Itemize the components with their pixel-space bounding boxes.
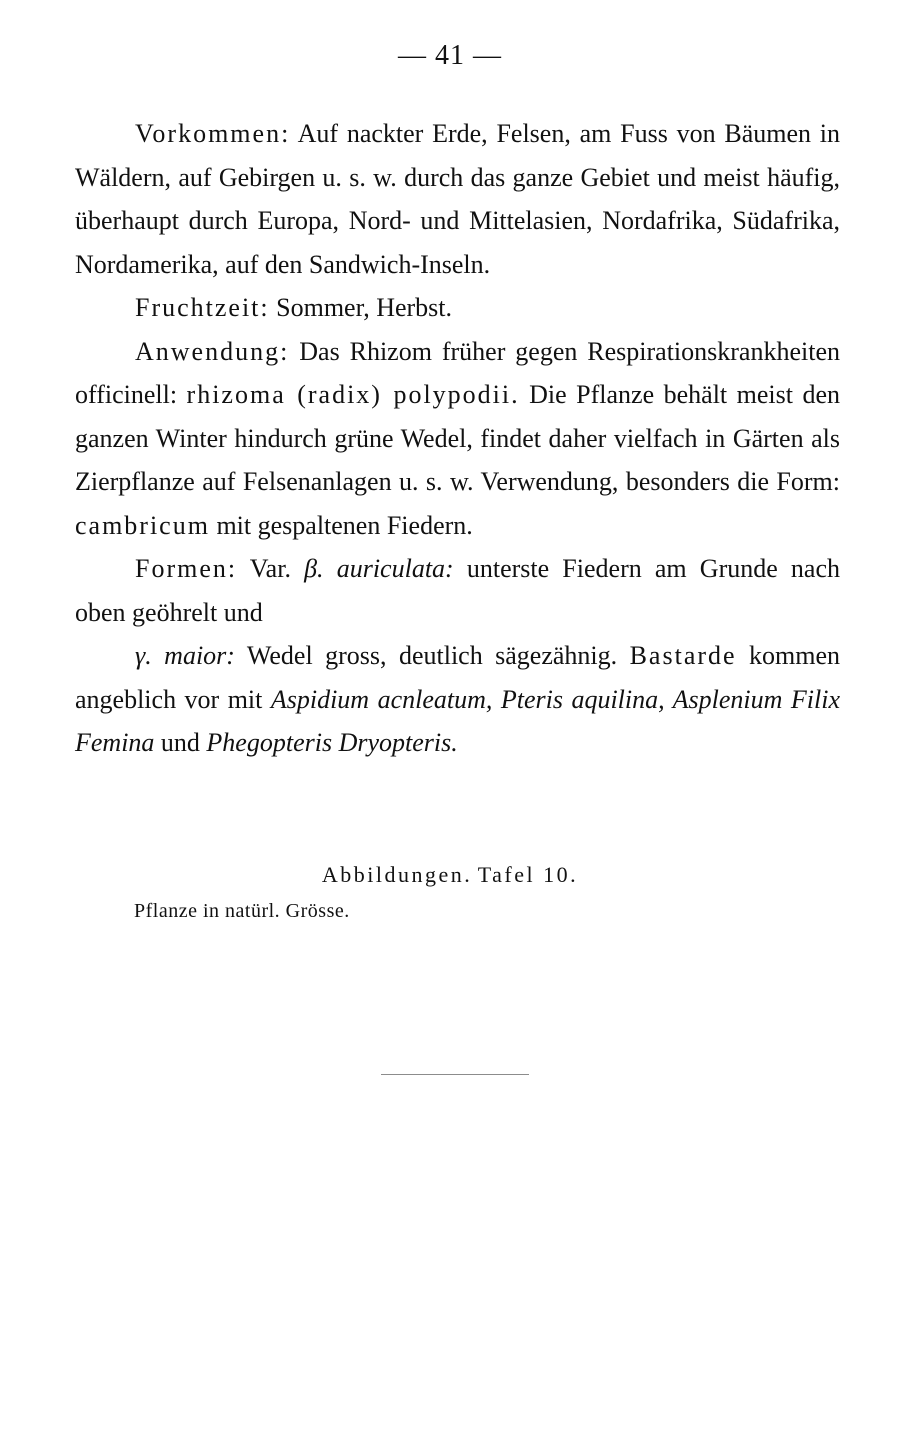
paragraph-maior (75, 634, 840, 765)
end-divider (381, 1074, 529, 1075)
figure-caption (0, 862, 900, 888)
body-text (75, 112, 840, 765)
paragraph-vorkommen (75, 112, 840, 286)
paragraph-anwendung (75, 330, 840, 548)
species-phegopteris: Phegopteris Dryopteris. (206, 728, 458, 757)
text-maior-1: Wedel gross, deutlich sägezähnig. (234, 641, 630, 670)
text-anwendung-2: Die Pflanze behält meist den ganzen Winter hindurch grüne Wedel, findet daher vielfach in Gärten als Zierpflanze auf Felsenanlagen u. s. w. Verwendung, besonders die Form: (75, 380, 840, 496)
variety-beta: β. auriculata: (304, 554, 454, 583)
variety-gamma: γ. maior: (135, 641, 235, 670)
text-formen-1: Var. (237, 554, 305, 583)
species-list: Aspidium acnleatum, Pteris aquilina, Asplenium Filix Femina (75, 684, 840, 757)
label-formen: Formen: (135, 554, 238, 583)
form-name: cambricum (75, 510, 210, 540)
text-maior-2: kommen angeblich vor mit (75, 641, 840, 714)
text-maior-3: und (154, 728, 207, 757)
text-anwendung-3: mit gespaltenen Fiedern. (209, 510, 473, 540)
label-vorkommen: Vorkommen: (135, 119, 291, 148)
paragraph-formen (75, 547, 840, 634)
drug-name: rhizoma (radix) polypodii. (186, 380, 520, 409)
label-fruchtzeit: Fruchtzeit: (135, 293, 270, 322)
text-fruchtzeit: Sommer, Herbst. (269, 293, 453, 322)
text-vorkommen: Auf nackter Erde, Felsen, am Fuss von Bäumen in Wäldern, auf Gebirgen u. s. w. durch das ganze Gebiet und meist häufig, überhaupt durch Europa, Nord- und Mittelasien, Nordafrika, Südafrika, Nordamerika, auf den Sandwich-Inseln. (75, 119, 840, 279)
figure-caption-plate: Tafel 10. (477, 862, 579, 887)
paragraph-fruchtzeit (75, 286, 840, 330)
page-number: — 41 — (398, 40, 502, 71)
label-bastarde: Bastarde (629, 641, 737, 670)
text-formen-2: unterste Fiedern am Grunde nach oben geöhrelt und (75, 554, 840, 627)
text-anwendung-1: Das Rhizom früher gegen Respirationskrankheiten officinell: (75, 336, 840, 409)
figure-caption-label: Abbildungen. (321, 862, 473, 887)
label-anwendung: Anwendung: (135, 336, 290, 366)
figure-note: Pflanze in natürl. Grösse. (134, 900, 350, 922)
